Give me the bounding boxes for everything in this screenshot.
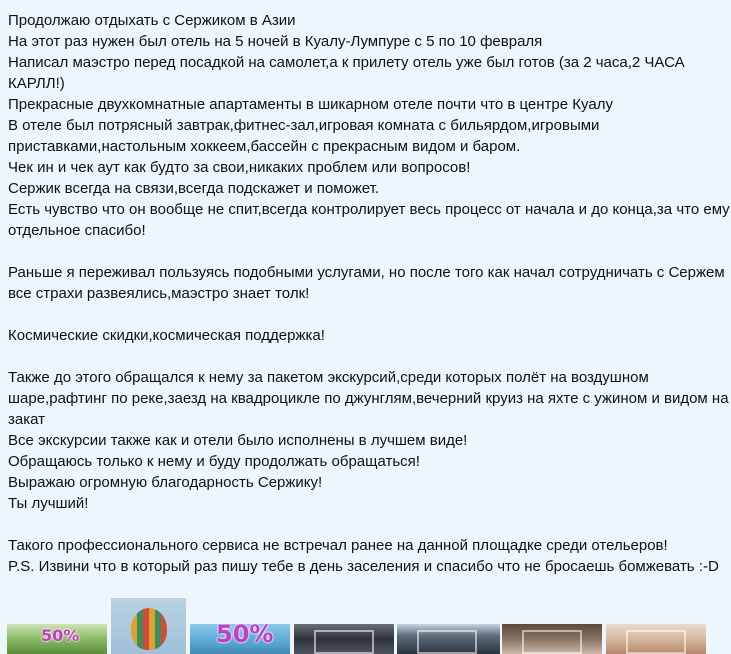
message-line: Ты лучший! xyxy=(8,495,89,512)
room-photo xyxy=(417,630,477,654)
discount-badge: 50% xyxy=(216,624,274,648)
message-line: Космические скидки,космическая поддержка! xyxy=(8,327,325,344)
message-line: Выражаю огромную благодарность Сержику! xyxy=(8,474,323,491)
message-line: Обращаюсь только к нему и буду продолжать обращаться! xyxy=(8,453,420,470)
message-line: Сержик всегда на связи,всегда подскажет и поможет. xyxy=(8,180,379,197)
message-line: Прекрасные двухкомнатные апартаменты в шикарном отеле почти что в центре Куалу xyxy=(8,96,613,113)
room-photo xyxy=(522,630,582,654)
room-photo xyxy=(314,630,374,654)
message-line: Раньше я переживал пользуясь подобными услугами, но после того как начал сотрудничать с Сержем все страхи развеялись,маэстро знает толк! xyxy=(8,264,725,302)
message-line: Продолжаю отдыхать с Сержиком в Азии xyxy=(8,12,296,29)
message-blank-line xyxy=(8,241,730,262)
attachment-thumbnail-promo[interactable] xyxy=(190,624,290,654)
discount-badge: 50% xyxy=(41,626,80,645)
message-line: Такого профессионального сервиса не встречал ранее на данной площадке среди отельеров! xyxy=(8,537,668,554)
attachment-thumbnail-room[interactable] xyxy=(502,624,602,654)
attachment-thumbnail-room[interactable] xyxy=(294,624,394,654)
attachment-thumbnail-room[interactable] xyxy=(606,624,706,654)
attachment-thumbnail-room[interactable] xyxy=(397,624,500,654)
message-line: Есть чувство что он вообще не спит,всегда контролирует весь процесс от начала и до конца,за что ему отдельное спасибо! xyxy=(8,201,730,239)
hot-air-balloon-image xyxy=(131,608,167,650)
message-line: В отеле был потрясный завтрак,фитнес-зал,игровая комната с бильярдом,игровыми приставками,настольным хоккеем,бассейн с прекрасным видом и баром. xyxy=(8,117,600,155)
attachment-thumbnail-promo[interactable] xyxy=(7,624,107,654)
attachment-thumbnails xyxy=(0,598,731,646)
message-line: На этот раз нужен был отель на 5 ночей в Куалу-Лумпуре с 5 по 10 февраля xyxy=(8,33,543,50)
message-line: Чек ин и чек аут как будто за свои,никаких проблем или вопросов! xyxy=(8,159,471,176)
message-line: Также до этого обращался к нему за пакетом экскурсий,среди которых полёт на воздушном шаре,рафтинг по реке,заезд на квадроцикле по джунглям,вечерний круиз на яхте с ужином и видом на закат xyxy=(8,369,729,428)
message-line: Написал маэстро перед посадкой на самолет,а к прилету отель уже был готов (за 2 часа,2 ЧАСА КАРЛЛ!) xyxy=(8,54,685,92)
message-line: P.S. Извини что в который раз пишу тебе в день заселения и спасибо что не бросаешь бомжевать :-D xyxy=(8,558,719,575)
room-photo xyxy=(626,630,686,654)
message-blank-line xyxy=(8,346,730,367)
message-blank-line xyxy=(8,304,730,325)
message-line: Все экскурсии также как и отели было исполнены в лучшем виде! xyxy=(8,432,468,449)
message-text xyxy=(8,10,730,577)
message-blank-line xyxy=(8,514,730,535)
